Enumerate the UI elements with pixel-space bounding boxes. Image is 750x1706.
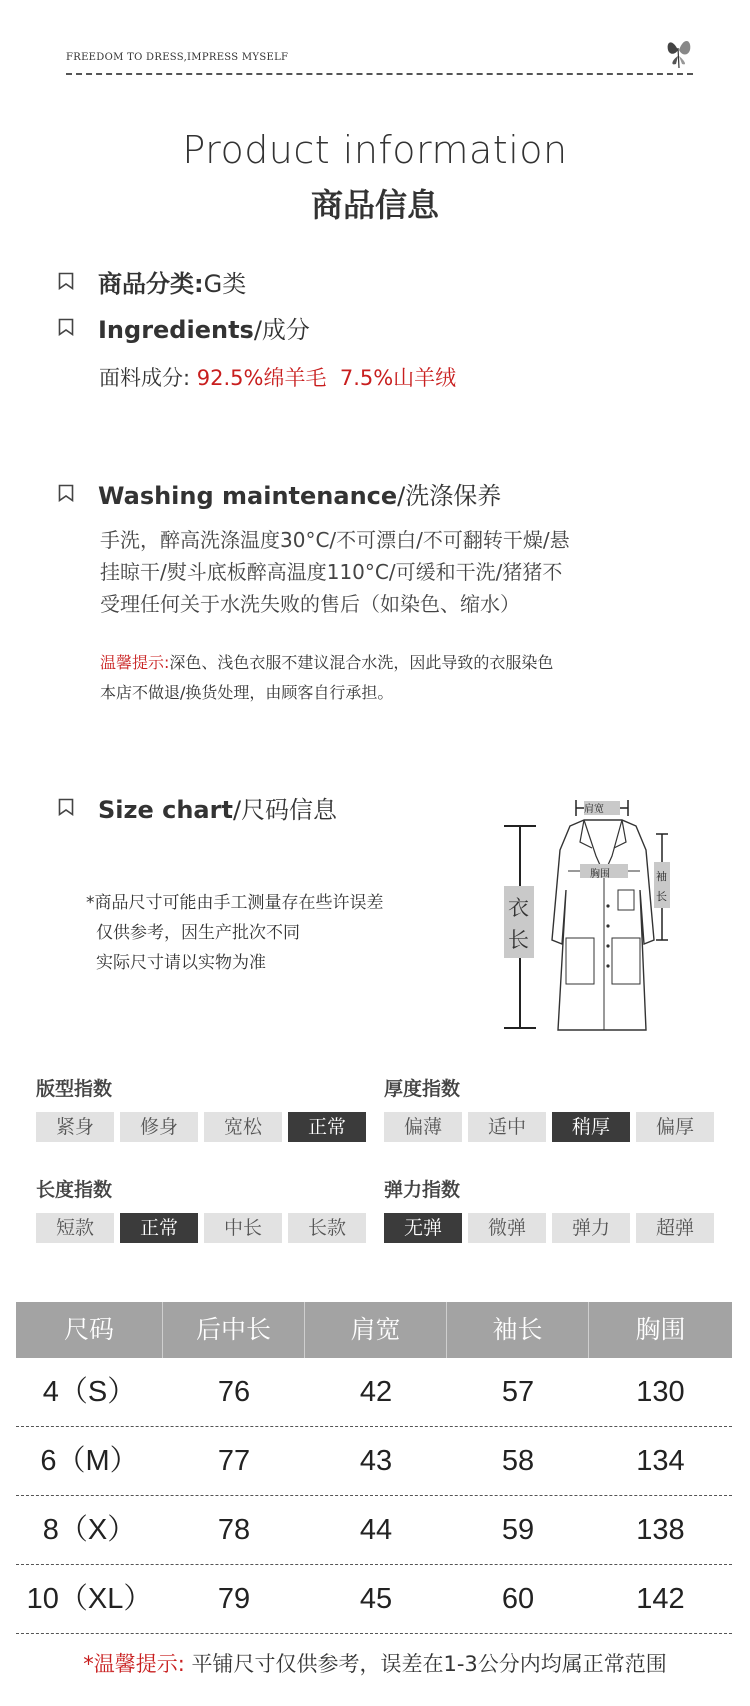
fit-option: 修身 — [120, 1112, 198, 1142]
bookmark-icon — [58, 318, 74, 336]
thickness-option-selected: 稍厚 — [552, 1112, 630, 1142]
washing-tip-label: 温馨提示: — [100, 653, 170, 672]
fabric-label: 面料成分: — [99, 366, 191, 390]
thickness-option: 偏薄 — [384, 1112, 462, 1142]
washing-heading — [98, 476, 501, 511]
diagram-label-length: 衣 — [508, 896, 529, 920]
table-cell: 76 — [217, 1376, 251, 1408]
washing-tip-line: 深色、浅色衣服不建议混合水洗，因此导致的衣服染色 — [169, 653, 554, 672]
header-divider — [66, 73, 693, 75]
size-note: *商品尺寸可能由手工测量存在些许误差 — [86, 893, 384, 913]
bookmark-icon — [58, 272, 74, 290]
fit-option: 紧身 — [36, 1112, 114, 1142]
table-row — [16, 1358, 732, 1427]
size-table — [16, 1302, 732, 1634]
column-header: 肩宽 — [305, 1302, 447, 1358]
size-cell: 4（S） — [42, 1376, 137, 1408]
length-index-title: 长度指数 — [36, 1179, 113, 1201]
size-cell: 8（X） — [42, 1514, 137, 1546]
washing-line: 受理任何关于水洗失败的售后（如染色、缩水） — [100, 592, 520, 616]
category-value: G类 — [203, 270, 247, 298]
table-cell: 138 — [636, 1514, 685, 1546]
size-notes — [86, 888, 384, 978]
bookmark-icon — [58, 484, 74, 502]
size-cell: 10（XL） — [26, 1583, 153, 1615]
ingredients-heading — [98, 310, 310, 345]
length-option: 长款 — [288, 1213, 366, 1243]
length-index-options — [36, 1213, 366, 1243]
fit-option: 宽松 — [204, 1112, 282, 1142]
column-header: 后中长 — [163, 1302, 305, 1358]
bottom-tip-label: *温馨提示: — [83, 1652, 185, 1676]
table-row — [16, 1565, 732, 1634]
column-header: 袖长 — [447, 1302, 589, 1358]
elasticity-index-options — [384, 1213, 714, 1243]
table-cell: 58 — [501, 1445, 535, 1477]
category-row — [98, 264, 246, 299]
elasticity-option: 超弹 — [636, 1213, 714, 1243]
washing-tip-line: 本店不做退/换货处理，由顾客自行承担。 — [100, 683, 394, 702]
page-title-en: Product information — [182, 128, 568, 172]
table-cell: 78 — [217, 1514, 251, 1546]
diagram-label-sleeve: 袖 — [656, 870, 667, 883]
size-chart-heading-en: Size chart — [98, 796, 233, 824]
table-cell: 45 — [359, 1583, 393, 1615]
table-cell: 134 — [636, 1445, 685, 1477]
table-cell: 130 — [636, 1376, 685, 1408]
page-title-cn: 商品信息 — [310, 186, 439, 224]
elasticity-option: 微弹 — [468, 1213, 546, 1243]
thickness-index-options — [384, 1112, 714, 1142]
table-cell: 59 — [501, 1514, 535, 1546]
table-cell: 77 — [217, 1445, 251, 1477]
elasticity-option-selected: 无弹 — [384, 1213, 462, 1243]
diagram-label-shoulder: 肩宽 — [584, 804, 604, 815]
length-option-selected: 正常 — [120, 1213, 198, 1243]
category-label: 商品分类: — [98, 270, 204, 298]
diagram-label-chest: 胸围 — [590, 869, 610, 880]
washing-heading-cn: /洗涤保养 — [397, 482, 502, 510]
fabric-row — [99, 362, 456, 392]
washing-tip — [100, 648, 700, 708]
washing-line: 手洗，醉高洗涤温度30°C/不可漂白/不可翻转干燥/悬 — [100, 528, 570, 552]
diagram-label-length: 长 — [508, 928, 529, 952]
size-chart-heading — [98, 790, 337, 825]
butterfly-icon — [664, 34, 694, 70]
column-header: 尺码 — [16, 1302, 163, 1358]
table-row — [16, 1496, 732, 1565]
bookmark-icon — [58, 798, 74, 816]
thickness-index-title: 厚度指数 — [384, 1078, 461, 1100]
ingredients-heading-en: Ingredients — [98, 316, 254, 344]
bottom-tip — [0, 1648, 750, 1678]
table-cell: 79 — [217, 1583, 251, 1615]
table-cell: 57 — [501, 1376, 535, 1408]
size-note: 仅供参考，因生产批次不同 — [96, 923, 300, 943]
washing-line: 挂晾干/熨斗底板醉高温度110°C/可缓和干洗/猪猪不 — [100, 560, 563, 584]
table-cell: 142 — [636, 1583, 685, 1615]
fit-index-options — [36, 1112, 366, 1142]
fit-index-title: 版型指数 — [36, 1078, 113, 1100]
elasticity-option: 弹力 — [552, 1213, 630, 1243]
table-row — [16, 1427, 732, 1496]
thickness-option: 偏厚 — [636, 1112, 714, 1142]
diagram-label-sleeve: 长 — [656, 890, 667, 903]
size-chart-heading-cn: /尺码信息 — [232, 796, 338, 824]
elasticity-index-title: 弹力指数 — [384, 1179, 461, 1201]
table-cell: 60 — [501, 1583, 535, 1615]
size-table-header — [16, 1302, 732, 1358]
table-cell: 43 — [359, 1445, 393, 1477]
washing-instructions — [100, 524, 660, 620]
table-cell: 42 — [359, 1376, 393, 1408]
ingredients-heading-cn: /成分 — [253, 316, 310, 344]
bottom-tip-text: 平铺尺寸仅供参考，误差在1-3公分内均属正常范围 — [191, 1652, 667, 1676]
length-option: 中长 — [204, 1213, 282, 1243]
length-option: 短款 — [36, 1213, 114, 1243]
size-cell: 6（M） — [40, 1445, 139, 1477]
fabric-value: 92.5%绵羊毛 7.5%山羊绒 — [196, 366, 457, 390]
brand-slogan: FREEDOM TO DRESS,IMPRESS MYSELF — [66, 52, 289, 63]
fit-option-selected: 正常 — [288, 1112, 366, 1142]
washing-heading-en: Washing maintenance — [98, 482, 398, 510]
thickness-option: 适中 — [468, 1112, 546, 1142]
column-header: 胸围 — [635, 1315, 686, 1344]
size-note: 实际尺寸请以实物为准 — [96, 953, 266, 973]
table-cell: 44 — [359, 1514, 393, 1546]
